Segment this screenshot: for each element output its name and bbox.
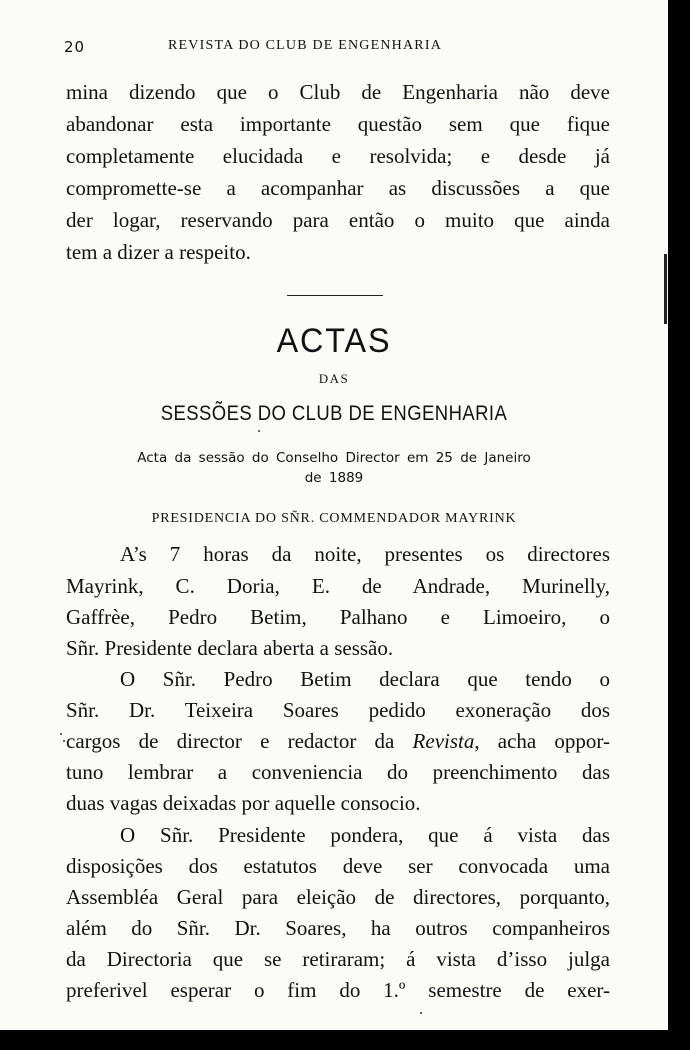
section-divider — [287, 295, 383, 296]
acta-caption-line: de 1889 — [304, 470, 364, 486]
minutes-line: Mayrink, C. Doria, E. de Andrade, Murinelly, — [66, 574, 610, 598]
minutes-line: Assembléa Geral para eleição de directores, porquanto, — [66, 885, 610, 909]
continuation-line: completamente elucidada e resolvida; e desde já — [66, 144, 610, 168]
scan-margin-mark — [664, 254, 667, 324]
minutes-line: O Sñr. Pedro Betim declara que tendo o — [120, 667, 610, 691]
scan-border-right — [668, 0, 690, 1050]
page-number: 20 — [64, 38, 86, 56]
acta-caption-line: Acta da sessão do Conselho Director em 25 de Janeiro — [137, 450, 531, 466]
running-title: REVISTA DO CLUB DE ENGENHARIA — [168, 38, 443, 53]
minutes-line: da Directoria que se retiraram; á vista d’isso julga — [66, 947, 610, 971]
minutes-line: O Sñr. Presidente pondera, que á vista das — [120, 823, 610, 847]
continuation-line: abandonar esta importante questão sem que fique — [66, 112, 610, 136]
scan-speck — [60, 733, 62, 735]
section-title: ACTAS — [276, 322, 392, 360]
continuation-line: der logar, reservando para então o muito que ainda — [66, 208, 610, 232]
italic-journal-name: Revista — [412, 729, 475, 753]
minutes-line: preferivel esperar o fim do 1.º semestre de exer- — [66, 978, 610, 1002]
section-subtitle: DAS — [318, 371, 350, 386]
minutes-line: Gaffrèe, Pedro Betim, Palhano e Limoeiro, o — [66, 605, 610, 629]
minutes-line: Sñr. Dr. Teixeira Soares pedido exoneração dos — [66, 698, 610, 722]
minutes-line: além do Sñr. Dr. Soares, ha outros companheiros — [66, 916, 610, 940]
continuation-line: compromette-se a acompanhar as discussões a que — [66, 176, 610, 200]
scan-border-bottom — [0, 1030, 690, 1050]
continuation-line: mina dizendo que o Club de Engenharia não deve — [66, 80, 610, 104]
minutes-line: duas vagas deixadas por aquelle consocio. — [66, 791, 421, 815]
continuation-line: tem a dizer a respeito. — [66, 240, 251, 264]
scan-speck — [258, 430, 260, 432]
minutes-line: A’s 7 horas da noite, presentes os directores — [120, 542, 610, 566]
scan-speck — [420, 1012, 422, 1014]
minutes-line: cargos de director e redactor da Revista, acha oppor- — [66, 729, 610, 753]
minutes-line: tuno lembrar a conveniencia do preenchimento das — [66, 760, 610, 784]
scan-speck — [63, 740, 65, 742]
minutes-line: Sñr. Presidente declara aberta a sessão. — [66, 636, 394, 660]
page-header — [0, 38, 668, 58]
section-heading: SESSÕES DO CLUB DE ENGENHARIA — [160, 402, 508, 425]
presidencia-line: PRESIDENCIA DO SÑR. COMMENDADOR MAYRINK — [151, 511, 517, 526]
minutes-line: disposições dos estatutos deve ser convocada uma — [66, 854, 610, 878]
